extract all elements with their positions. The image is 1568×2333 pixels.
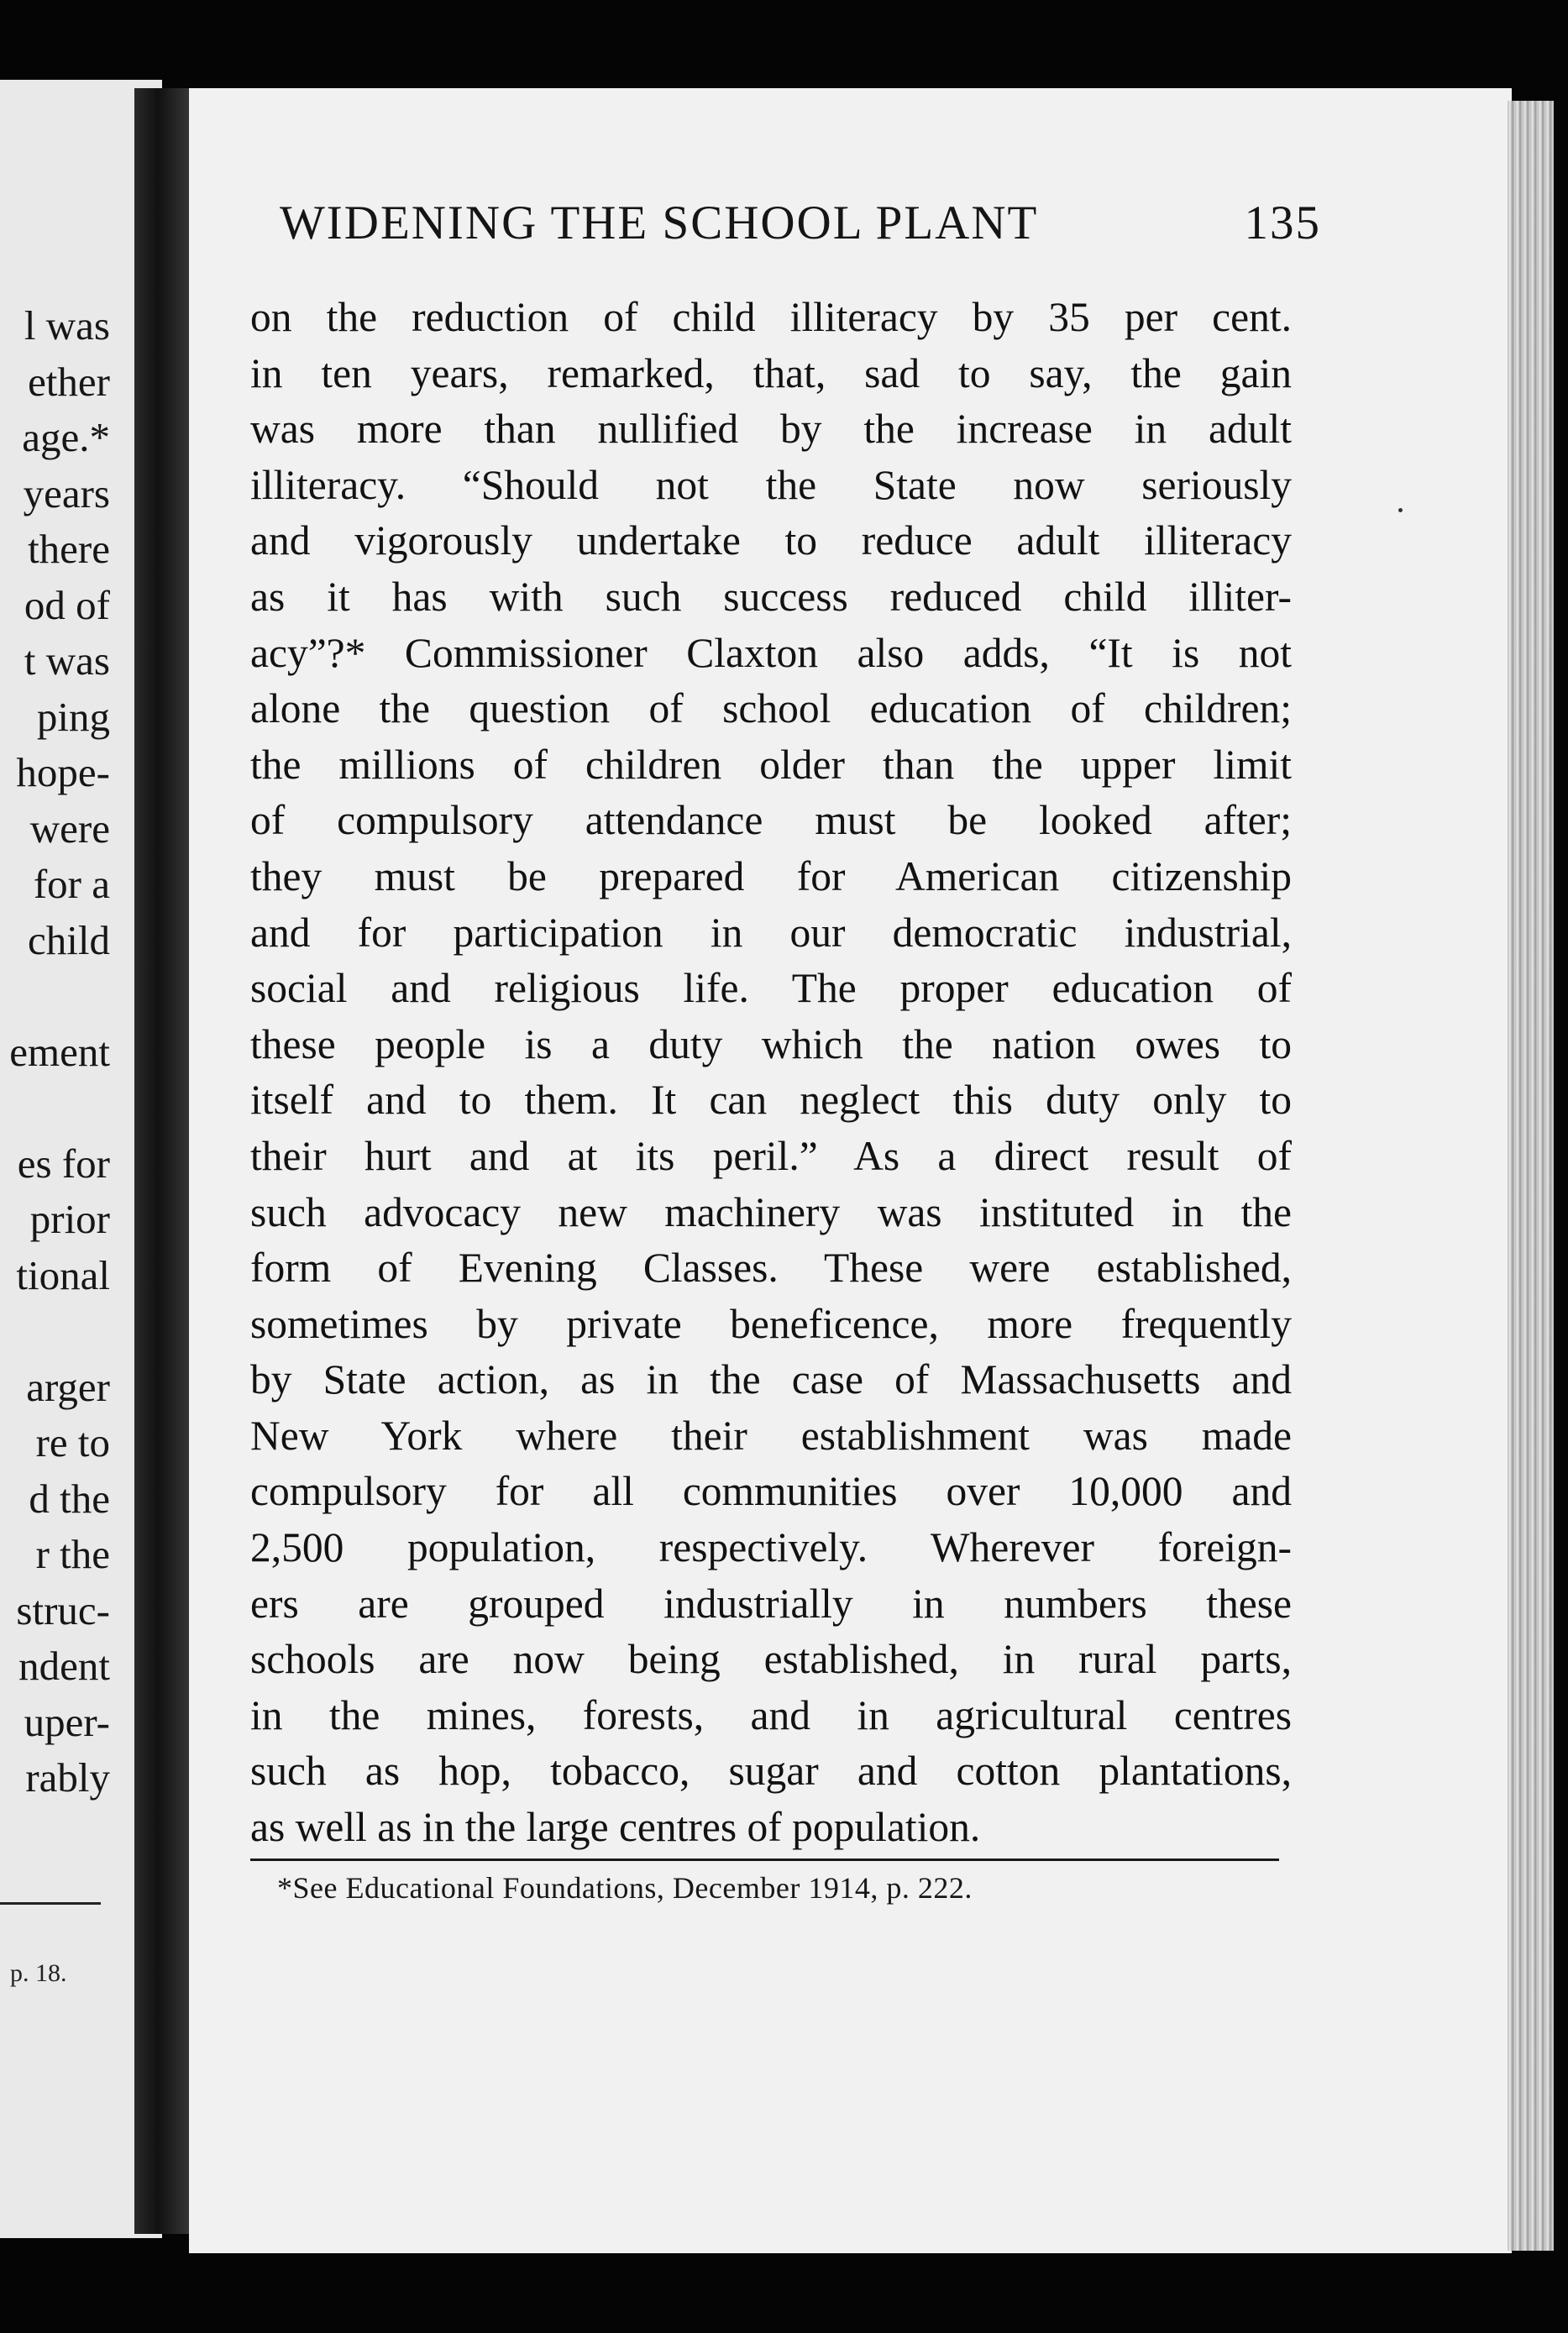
page-number: 135 bbox=[1244, 197, 1321, 249]
previous-page-line: es for bbox=[17, 1140, 110, 1187]
text-line: schools are now being established, in rural parts, bbox=[250, 1636, 1292, 1683]
previous-page-line: rably bbox=[25, 1754, 110, 1801]
text-line: ers are grouped industrially in numbers these bbox=[250, 1580, 1292, 1627]
previous-page-line: t was bbox=[24, 637, 110, 684]
text-line: the millions of children older than the upper limit bbox=[250, 741, 1292, 788]
text-line: social and religious life. The proper education of bbox=[250, 965, 1292, 1012]
previous-page-text bbox=[0, 298, 110, 1806]
previous-page-line: were bbox=[29, 805, 110, 852]
previous-page-line: there bbox=[28, 526, 110, 572]
text-line: in the mines, forests, and in agricultural centres bbox=[250, 1691, 1292, 1738]
previous-page-line: hope- bbox=[16, 749, 110, 795]
text-line: these people is a duty which the nation owes to bbox=[250, 1020, 1292, 1067]
text-line: itself and to them. It can neglect this duty only to bbox=[250, 1077, 1292, 1124]
previous-page-footnote-rule bbox=[0, 1902, 101, 1905]
page-135 bbox=[189, 88, 1512, 2253]
previous-page-line: r the bbox=[35, 1531, 110, 1577]
previous-page-line: for a bbox=[33, 861, 110, 907]
previous-page-line: struc- bbox=[16, 1586, 110, 1633]
text-line: compulsory for all communities over 10,000 and bbox=[250, 1468, 1292, 1515]
text-line: alone the question of school education of children; bbox=[250, 685, 1292, 732]
text-line: New York where their establishment was made bbox=[250, 1412, 1292, 1459]
previous-page-line: ether bbox=[28, 358, 110, 405]
text-line: and vigorously undertake to reduce adult illiteracy bbox=[250, 517, 1292, 564]
footnote-rule bbox=[250, 1859, 1279, 1861]
running-head-title: WIDENING THE SCHOOL PLANT bbox=[280, 197, 1039, 249]
text-line: on the reduction of child illiteracy by 35 per cent. bbox=[250, 294, 1292, 340]
footnote: *See Educational Foundations, December 1914, p. 222. bbox=[277, 1871, 973, 1905]
text-line: form of Evening Classes. These were established, bbox=[250, 1245, 1292, 1292]
previous-page-line: arger bbox=[26, 1363, 110, 1410]
previous-page-footnote: p. 18. bbox=[10, 1959, 67, 1987]
scan-speck bbox=[1398, 508, 1403, 512]
text-line: illiteracy. “Should not the State now seriously bbox=[250, 461, 1292, 508]
text-line: acy”?* Commissioner Claxton also adds, “It is not bbox=[250, 629, 1292, 676]
previous-page-line: uper- bbox=[24, 1698, 110, 1745]
text-line: they must be prepared for American citizenship bbox=[250, 852, 1292, 899]
previous-page-line: age.* bbox=[22, 414, 110, 460]
text-line: was more than nullified by the increase in adult bbox=[250, 406, 1292, 453]
text-line: such as hop, tobacco, sugar and cotton plantations, bbox=[250, 1748, 1292, 1795]
text-line: as it has with such success reduced child illiter- bbox=[250, 573, 1292, 620]
previous-page-line: od of bbox=[24, 581, 110, 628]
previous-page-line: child bbox=[28, 916, 110, 963]
previous-page-line: ndent bbox=[18, 1643, 110, 1689]
previous-page-line: ping bbox=[36, 693, 110, 740]
previous-page-line: l was bbox=[24, 302, 110, 349]
text-line: by State action, as in the case of Massachusetts and bbox=[250, 1356, 1292, 1403]
text-line: such advocacy new machinery was instituted in the bbox=[250, 1188, 1292, 1235]
text-line: as well as in the large centres of population. bbox=[250, 1804, 981, 1851]
previous-page-line: prior bbox=[29, 1196, 110, 1242]
page-edges bbox=[1508, 101, 1554, 2251]
running-head bbox=[280, 196, 1321, 250]
book-gutter bbox=[134, 88, 193, 2234]
previous-page-line bbox=[0, 1080, 110, 1136]
previous-page-line: re to bbox=[35, 1419, 110, 1465]
text-line: sometimes by private beneficence, more frequently bbox=[250, 1300, 1292, 1347]
text-line: their hurt and at its peril.” As a direct result of bbox=[250, 1132, 1292, 1179]
text-line: of compulsory attendance must be looked after; bbox=[250, 797, 1292, 844]
text-line: 2,500 population, respectively. Wherever foreign- bbox=[250, 1524, 1292, 1571]
previous-page-line: ement bbox=[9, 1028, 110, 1075]
previous-page-line: years bbox=[23, 469, 110, 516]
previous-page-line bbox=[0, 1303, 110, 1360]
body-text bbox=[250, 290, 1292, 1856]
previous-page-line: tional bbox=[16, 1251, 110, 1298]
text-line: in ten years, remarked, that, sad to say, the gain bbox=[250, 349, 1292, 396]
text-line: and for participation in our democratic industrial, bbox=[250, 909, 1292, 956]
previous-page-line bbox=[0, 968, 110, 1025]
previous-page-line: d the bbox=[29, 1475, 110, 1522]
